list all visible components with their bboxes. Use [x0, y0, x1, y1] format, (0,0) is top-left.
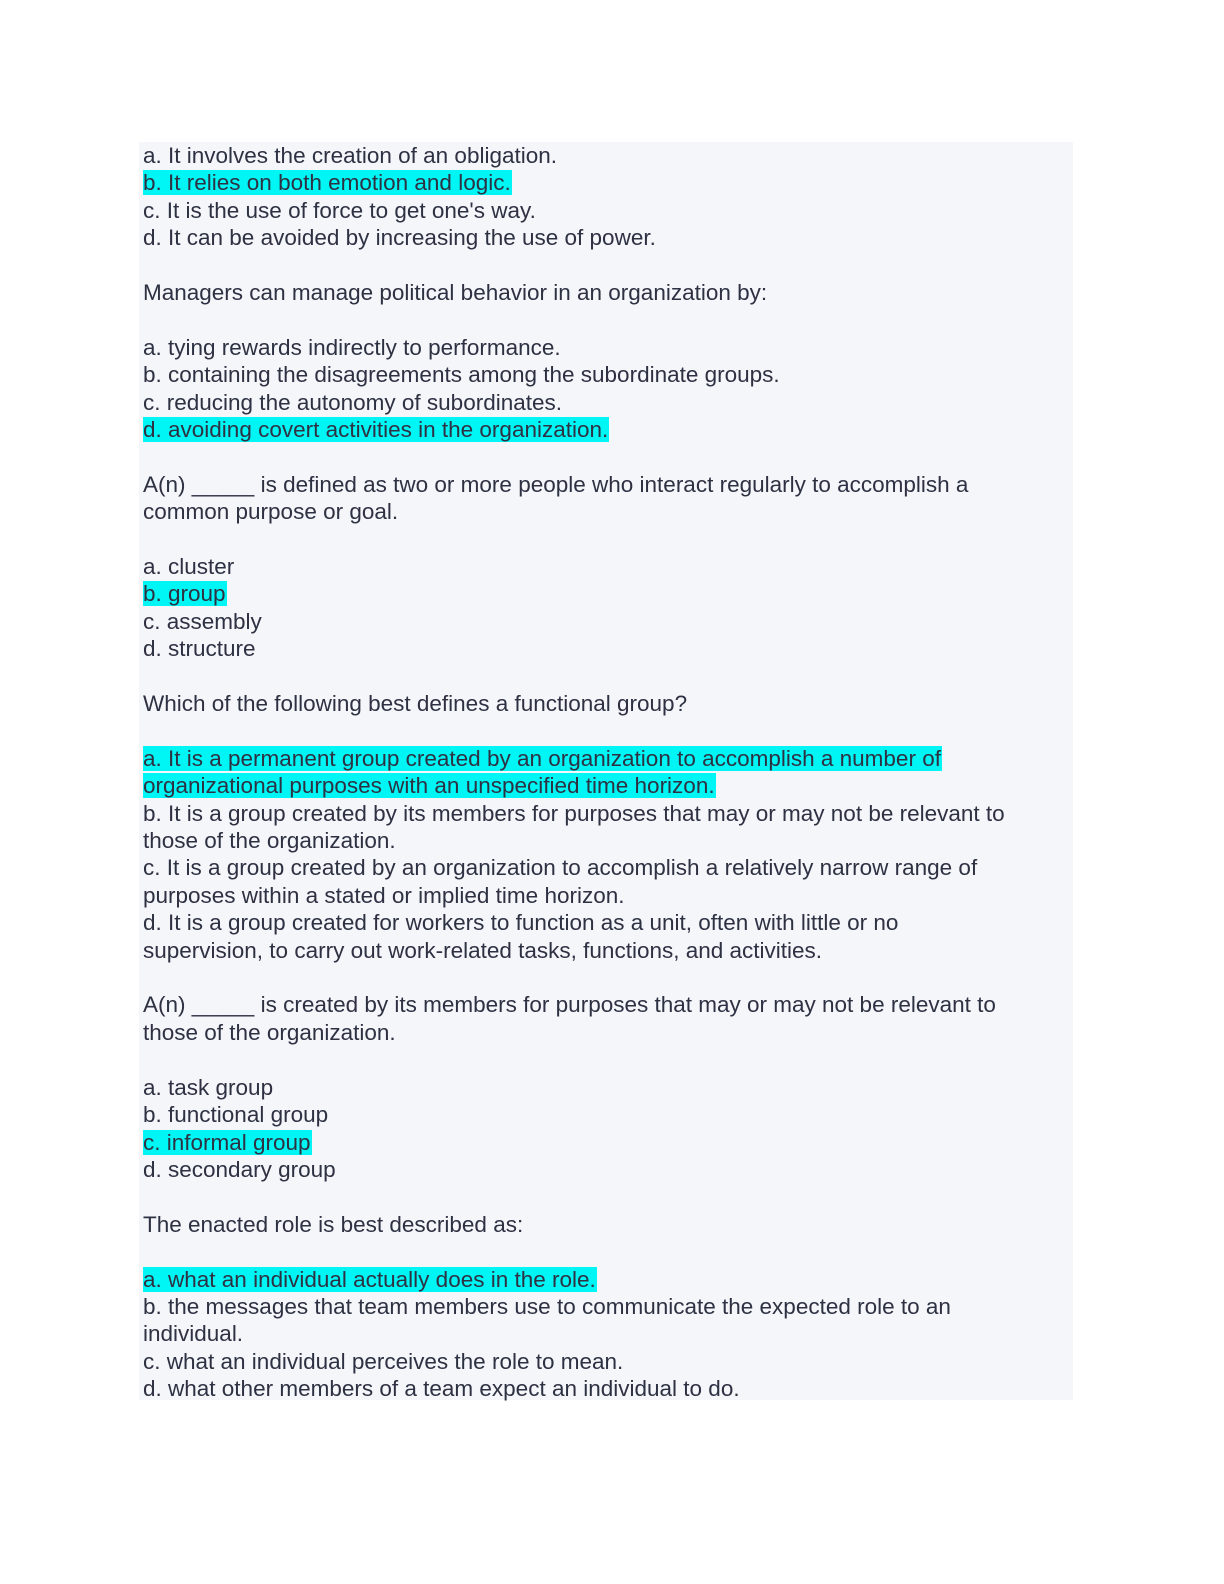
answer-option-text: a. It involves the creation of an obligation. — [143, 143, 558, 168]
answer-option — [143, 1348, 1069, 1375]
answer-option-highlighted — [143, 1129, 1069, 1156]
answer-option-text: a. tying rewards indirectly to performance. — [143, 334, 561, 360]
answer-option — [143, 1375, 1069, 1402]
answer-option — [143, 882, 1069, 909]
answer-option — [143, 800, 1069, 827]
answer-option-highlighted — [143, 772, 1069, 799]
answer-option — [143, 827, 1069, 854]
spacer — [143, 663, 1069, 690]
answer-option-text: a. what an individual actually does in the role. — [143, 1266, 596, 1292]
answer-option-text: supervision, to carry out work-related tasks, functions, and activities. — [143, 937, 823, 963]
answer-option-highlighted — [143, 580, 1069, 607]
answer-option-text: b. group — [143, 581, 226, 607]
answer-option-highlighted — [143, 416, 1069, 443]
question-text: The enacted role is best described as: — [143, 1211, 524, 1237]
question-block — [143, 991, 1069, 1183]
answer-option-text: d. avoiding covert activities in the organization. — [143, 417, 609, 443]
answer-option-highlighted — [143, 745, 1069, 772]
question-text: those of the organization. — [143, 1019, 396, 1045]
answer-option-highlighted — [143, 169, 1069, 196]
answer-option — [143, 142, 1069, 169]
spacer — [143, 1046, 1069, 1073]
answer-option-text: d. structure — [143, 636, 256, 662]
spacer — [143, 1183, 1069, 1210]
answer-option — [143, 854, 1069, 881]
answer-option — [143, 361, 1069, 388]
document-content — [139, 142, 1073, 1400]
question-block — [143, 279, 1069, 443]
spacer — [143, 306, 1069, 333]
answer-option-text: c. what an individual perceives the role to mean. — [143, 1348, 624, 1374]
answer-option — [143, 334, 1069, 361]
spacer — [143, 964, 1069, 991]
answer-option — [143, 608, 1069, 635]
answer-option — [143, 1156, 1069, 1183]
question-text: common purpose or goal. — [143, 499, 399, 525]
answer-option — [143, 553, 1069, 580]
answer-option — [143, 635, 1069, 662]
answer-option — [143, 1320, 1069, 1347]
answer-option-text: d. secondary group — [143, 1156, 336, 1182]
question-block — [143, 690, 1069, 964]
answer-option-text: those of the organization. — [143, 828, 396, 854]
question-text: Managers can manage political behavior in an organization by: — [143, 280, 768, 306]
answer-option — [143, 1074, 1069, 1101]
answer-option — [143, 1101, 1069, 1128]
spacer — [143, 717, 1069, 744]
answer-option-text: c. reducing the autonomy of subordinates. — [143, 389, 563, 415]
answer-option — [143, 224, 1069, 251]
answer-option-text: b. functional group — [143, 1102, 329, 1128]
spacer — [143, 1238, 1069, 1265]
answer-option-text: c. assembly — [143, 608, 262, 634]
answer-option-text: a. cluster — [143, 554, 235, 580]
question-block — [143, 471, 1069, 663]
answer-option-highlighted — [143, 1266, 1069, 1293]
answer-option — [143, 909, 1069, 936]
spacer — [143, 526, 1069, 553]
spacer — [143, 252, 1069, 279]
question-block — [143, 142, 1069, 252]
question-block — [143, 1211, 1069, 1403]
spacer — [143, 443, 1069, 470]
answer-option-text: b. the messages that team members use to communicate the expected role to an — [143, 1293, 951, 1319]
answer-option-text: individual. — [143, 1321, 244, 1347]
question-text: A(n) _____ is created by its members for purposes that may or may not be relevant to — [143, 992, 996, 1018]
answer-option-text: c. informal group — [143, 1129, 311, 1155]
answer-option-text: d. It is a group created for workers to function as a unit, often with little or no — [143, 910, 899, 936]
answer-option-text: b. It relies on both emotion and logic. — [143, 170, 511, 196]
answer-option-text: organizational purposes with an unspecified time horizon. — [143, 773, 715, 799]
answer-option-text: d. what other members of a team expect an individual to do. — [143, 1376, 740, 1402]
question-text: Which of the following best defines a functional group? — [143, 691, 688, 717]
answer-option — [143, 389, 1069, 416]
answer-option-text: b. It is a group created by its members for purposes that may or may not be relevant to — [143, 800, 1005, 826]
answer-option-text: d. It can be avoided by increasing the use of power. — [143, 225, 656, 251]
answer-option-text: a. It is a permanent group created by an organization to accomplish a number of — [143, 745, 941, 771]
answer-option-text: a. task group — [143, 1074, 274, 1100]
answer-option-text: purposes within a stated or implied time horizon. — [143, 882, 625, 908]
answer-option — [143, 1293, 1069, 1320]
answer-option-text: c. It is the use of force to get one's way. — [143, 197, 536, 223]
answer-option-text: b. containing the disagreements among the subordinate groups. — [143, 362, 780, 388]
question-text: A(n) _____ is defined as two or more people who interact regularly to accomplish a — [143, 471, 969, 497]
answer-option-text: c. It is a group created by an organization to accomplish a relatively narrow range of — [143, 855, 978, 881]
answer-option — [143, 197, 1069, 224]
answer-option — [143, 937, 1069, 964]
